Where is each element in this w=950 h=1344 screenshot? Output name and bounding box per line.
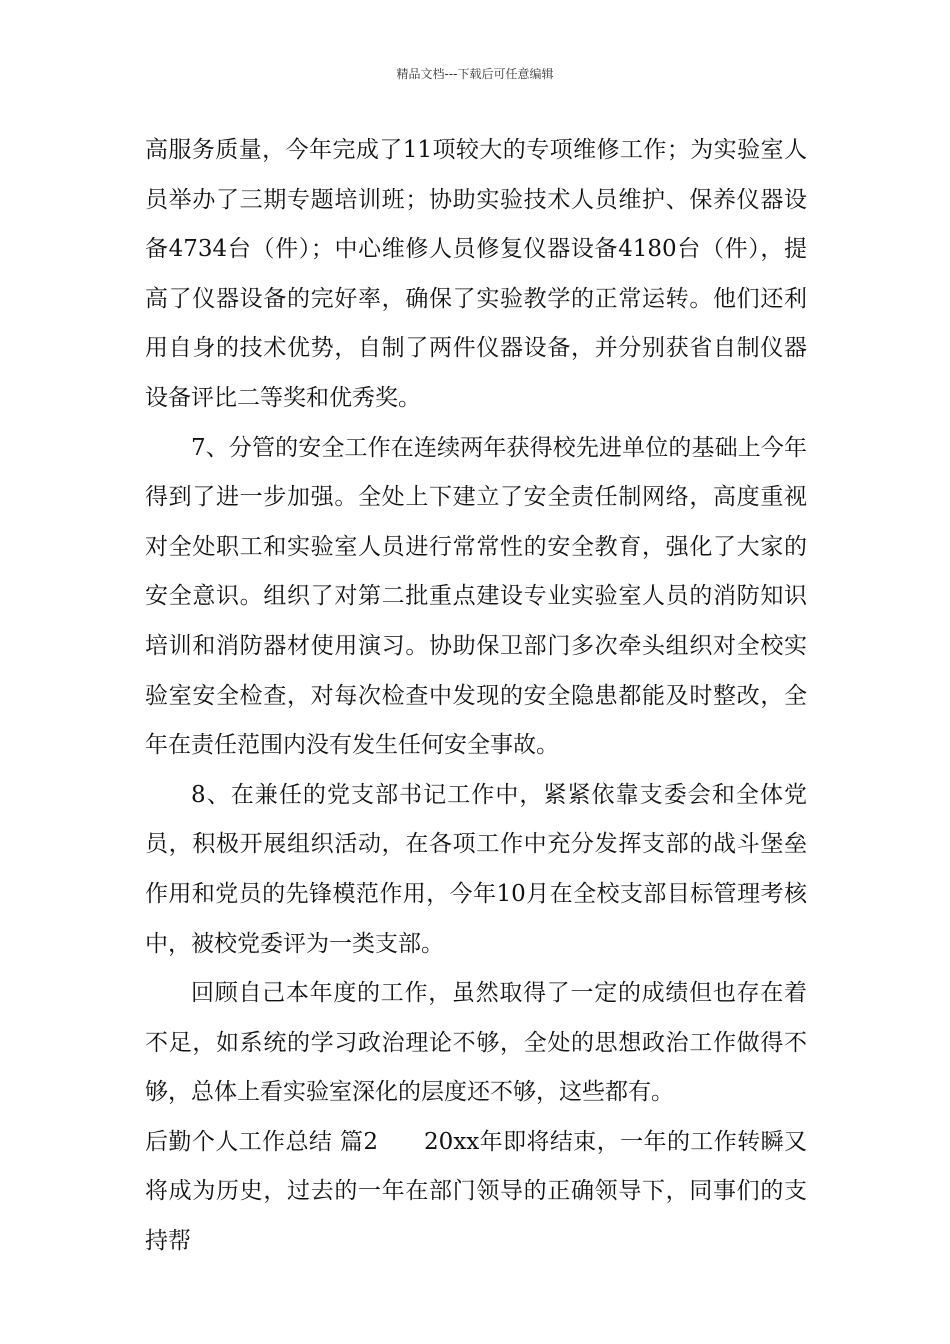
section-title: 后勤个人工作总结 篇2 — [145, 1128, 379, 1155]
paragraph-item-7: 7、分管的安全工作在连续两年获得校先进单位的基础上今年得到了进一步加强。全处上下建立了安全责任制网络，高度重视对全处职工和实验室人员进行常常性的安全教育，强化了大家的安全意识。组织了对第二批重点建设专业实验室人员的消防知识培训和消防器材使用演习。协助保卫部门多次牵头组织对全校实验室安全检查，对每次检查中发现的安全隐患都能及时整改，全年在责任范围内没有发生任何安全事故。 — [145, 434, 807, 759]
paragraph-continued: 高服务质量，今年完成了11项较大的专项维修工作；为实验室人员举办了三期专题培训班；协助实验技术人员维护、保养仪器设备4734台（件）；中心维修人员修复仪器设备4180台（件），提高了仪器设备的完好率，确保了实验教学的正常运转。他们还利用自身的技术优势，自制了两件仪器设备，并分别获省自制仪器设备评比二等奖和优秀奖。 — [145, 137, 807, 411]
section-start — [145, 1118, 807, 1267]
paragraph-review: 回顾自己本年度的工作，虽然取得了一定的成绩但也存在着不足，如系统的学习政治理论不够，全处的思想政治工作做得不够，总体上看实验室深化的层度还不够，这些都有。 — [145, 980, 807, 1106]
page-header: 精品文档---下载后可任意编辑 — [396, 67, 554, 81]
document-body — [145, 126, 807, 1267]
paragraph-item-8: 8、在兼任的党支部书记工作中，紧紧依靠支委会和全体党员，积极开展组织活动，在各项工作中充分发挥支部的战斗堡垒作用和党员的先锋模范作用，今年10月在全校支部目标管理考核中，被校党委评为一类支部。 — [145, 781, 807, 957]
section-text: 20xx年即将结束，一年的工作转瞬又将成为历史，过去的一年在部门领导的正确领导下，同事们的支持帮 — [145, 1128, 807, 1255]
